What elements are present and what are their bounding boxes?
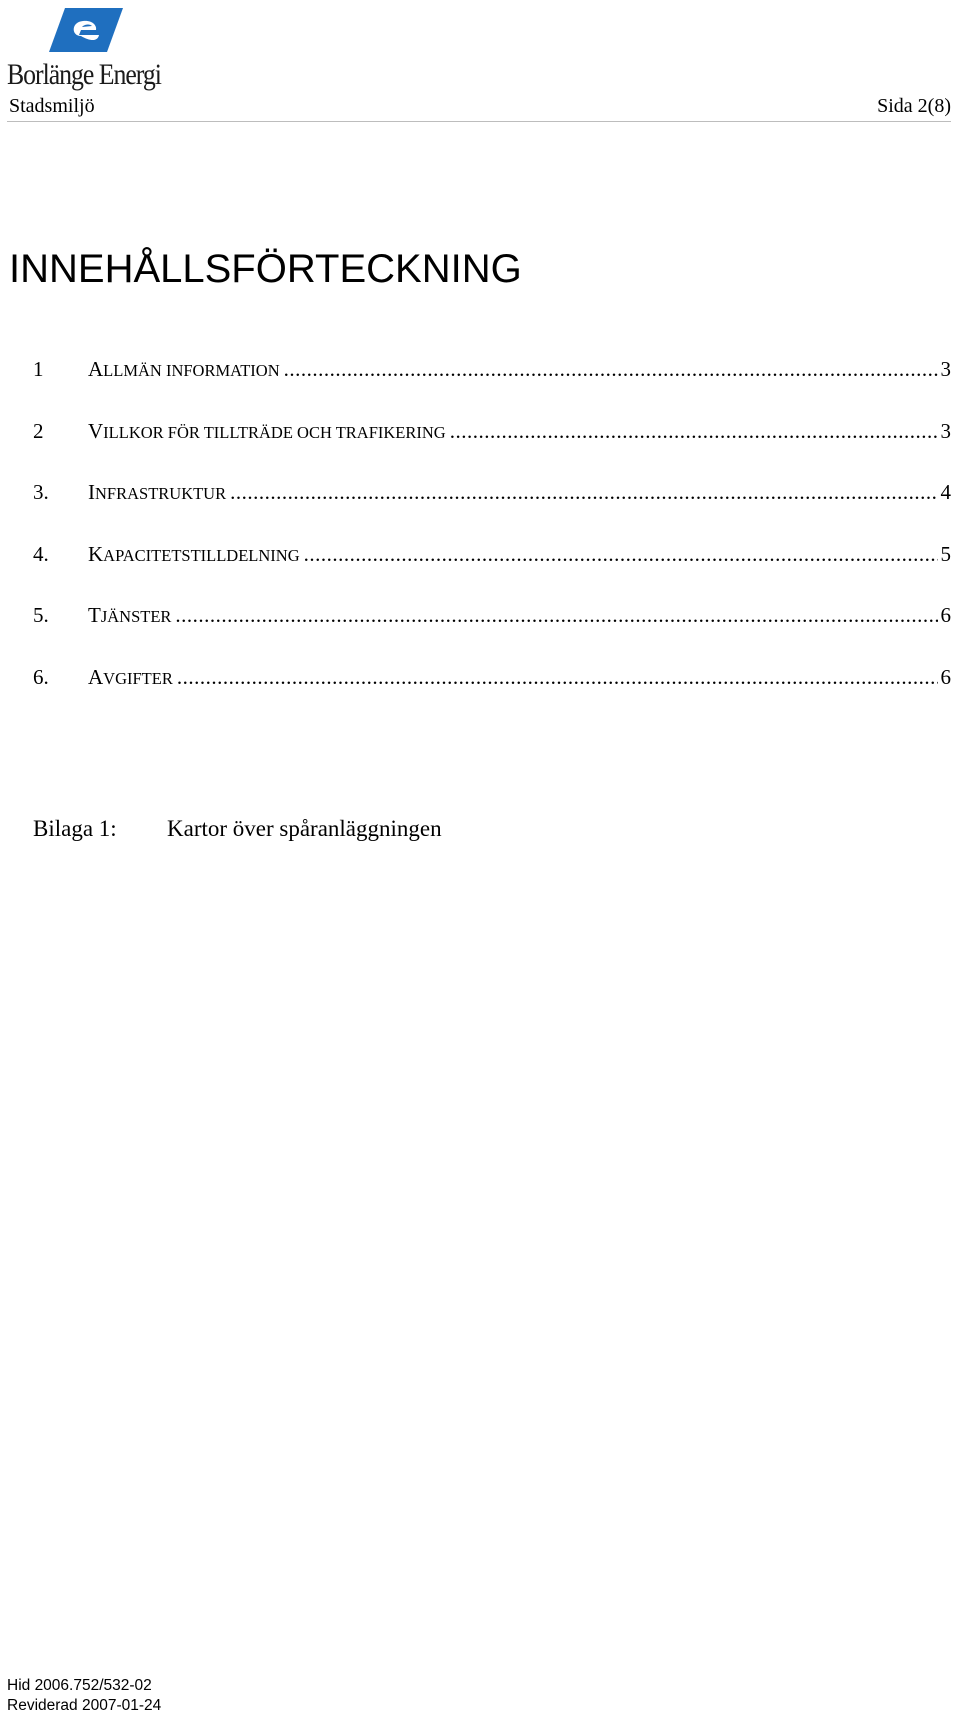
- toc-entry-label-rest: NFRASTRUKTUR: [95, 484, 227, 503]
- toc-entry-label-rest: LLMÄN INFORMATION: [103, 361, 280, 380]
- header-page-number: Sida 2(8): [877, 95, 951, 117]
- toc-entry-label-initial: A: [88, 357, 104, 381]
- toc-entry-tjanster[interactable]: [33, 602, 951, 664]
- toc-entry-label: [88, 479, 226, 507]
- toc-entry-label-initial: T: [88, 603, 101, 627]
- toc-leader-dots: [230, 479, 937, 505]
- toc-entry-number: 1: [33, 357, 44, 381]
- toc-entry-avgifter[interactable]: [33, 664, 951, 726]
- toc-entry-page: 6: [940, 664, 951, 689]
- toc-entry-label: [88, 541, 300, 569]
- toc-leader-dots: [304, 541, 938, 567]
- toc-leader-dots: [177, 664, 938, 690]
- toc-entry-infrastruktur[interactable]: [33, 479, 951, 541]
- toc-entry-page: 4: [940, 480, 951, 504]
- toc-entry-kapacitetstilldelning[interactable]: [33, 541, 951, 603]
- toc-entry-label-initial: I: [88, 480, 95, 504]
- toc-entry-label-rest: APACITETSTILLDELNING: [103, 545, 300, 565]
- toc-entry-villkor[interactable]: [33, 418, 951, 480]
- toc-entry-label: [88, 602, 171, 630]
- company-logo: [7, 6, 177, 92]
- toc-entry-label: [88, 418, 446, 446]
- header-section-title: Stadsmiljö: [9, 95, 95, 117]
- toc-entry-page: 3: [940, 418, 951, 443]
- page-footer: [7, 1676, 161, 1716]
- toc-entry-label-initial: A: [88, 664, 104, 689]
- toc-leader-dots: [450, 418, 938, 444]
- toc-entry-number: 2: [33, 418, 44, 443]
- toc-entry-number: 6.: [33, 664, 49, 689]
- toc-entry-allman-information[interactable]: [33, 356, 951, 418]
- borlange-energi-logo-icon: [49, 6, 125, 54]
- toc-entry-page: 5: [940, 541, 951, 566]
- page-header: [7, 93, 951, 122]
- toc-entry-number: 3.: [33, 480, 49, 504]
- table-of-contents: [33, 356, 951, 725]
- toc-entry-label-rest: VGIFTER: [103, 668, 173, 688]
- toc-entry-number: 4.: [33, 541, 49, 566]
- toc-entry-label-initial: K: [88, 541, 104, 566]
- appendix-label: Bilaga 1:: [33, 816, 117, 841]
- toc-leader-dots: [175, 602, 937, 628]
- appendix-entry: [33, 816, 442, 842]
- toc-entry-label-rest: ILLKOR FÖR TILLTRÄDE OCH TRAFIKERING: [103, 422, 446, 442]
- appendix-text: Kartor över spåranläggningen: [167, 816, 442, 841]
- toc-entry-page: 3: [940, 357, 951, 381]
- toc-entry-label-initial: V: [88, 418, 104, 443]
- logo-text: Borlänge Energi: [7, 58, 161, 91]
- toc-title: INNEHÅLLSFÖRTECKNING: [9, 247, 522, 291]
- toc-entry-number: 5.: [33, 603, 49, 627]
- toc-entry-label: [88, 664, 173, 692]
- toc-entry-label: [88, 356, 280, 384]
- footer-revision-date: Reviderad 2007-01-24: [7, 1697, 162, 1714]
- footer-document-id: Hid 2006.752/532-02: [7, 1677, 152, 1694]
- toc-entry-page: 6: [940, 603, 951, 627]
- toc-entry-label-rest: JÄNSTER: [100, 607, 172, 626]
- toc-leader-dots: [284, 356, 938, 382]
